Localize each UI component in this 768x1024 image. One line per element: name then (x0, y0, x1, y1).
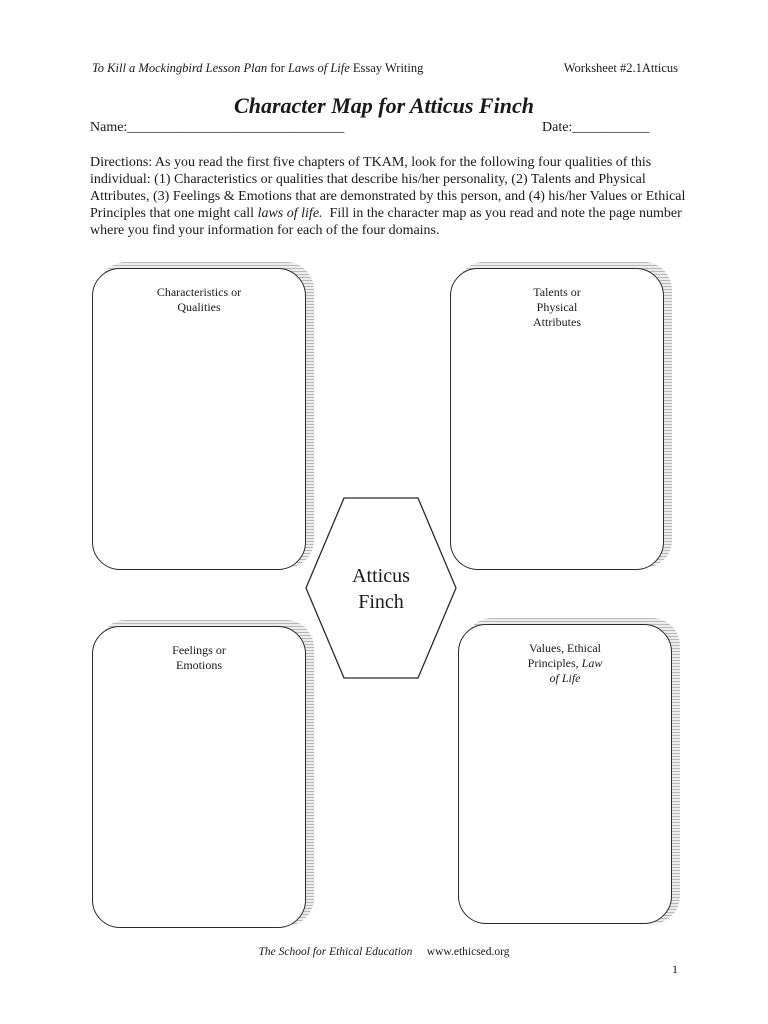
characteristics-box[interactable] (92, 268, 306, 570)
values-label: Values, Ethical Principles, Law of Life (527, 641, 603, 685)
feelings-box[interactable] (92, 626, 306, 928)
footer (0, 946, 768, 958)
page-number: 1 (672, 962, 678, 976)
lesson-plan-title: To Kill a Mockingbird Lesson Plan (92, 61, 268, 75)
page-title: Character Map for Atticus Finch (234, 93, 534, 118)
directions-part1: Directions: As you read the first five chapters of TKAM, look for the following four qualities of this individual: (1) Characteristics or qualities that describe his/her personality, (2) Talents and Physical Attributes, (3) Feelings & Emotions that are demonstrated by this person, and (4) his/her Values or Ethical Principles that one might call (90, 155, 686, 221)
values-box[interactable] (458, 624, 672, 924)
website-link[interactable]: www.ethicsed.org (426, 946, 510, 958)
worksheet-number: Worksheet #2.1Atticus (563, 61, 678, 75)
directions-laws: laws of life. (257, 206, 323, 221)
feelings-label: Feelings or Emotions (172, 643, 226, 672)
directions-part2: Fill in the character map as you read and note the page number where you find your information for each of the four domains. (90, 206, 682, 238)
essay-writing: Essay Writing (352, 61, 424, 75)
talents-box[interactable] (450, 268, 664, 570)
directions-text (90, 154, 690, 239)
center-character-name: Atticus Finch (352, 565, 410, 613)
date-field[interactable]: Date:___________ (542, 120, 650, 135)
characteristics-label: Characteristics or Qualities (156, 285, 242, 314)
talents-label: Talents or Physical Attributes (533, 285, 581, 329)
school-name: The School for Ethical Education (258, 946, 413, 958)
header-lesson-plan (92, 61, 423, 76)
laws-of-life: Laws of Life (287, 61, 350, 75)
name-field[interactable]: Name:_______________________________ (90, 120, 345, 135)
for-word: for (270, 61, 285, 75)
